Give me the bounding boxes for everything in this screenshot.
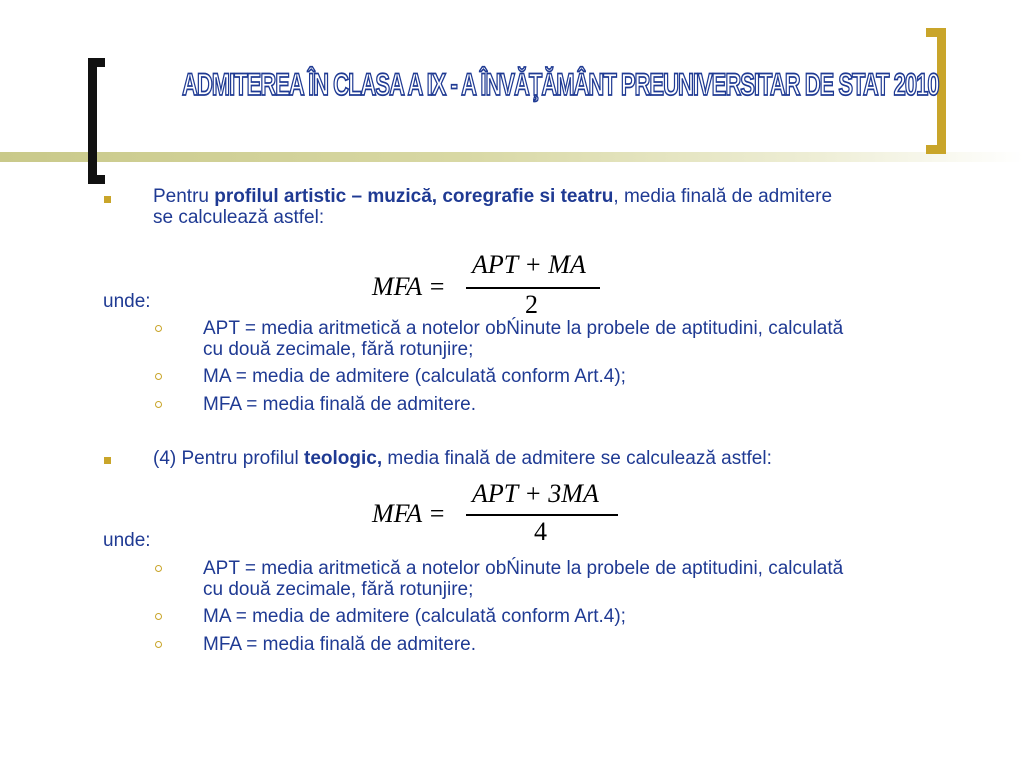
item-line2: cu două zecimale, fără rotunjire; bbox=[203, 339, 474, 360]
header-stripe bbox=[0, 152, 1024, 162]
section1-formula bbox=[370, 248, 610, 318]
section1-intro-pre: Pentru bbox=[153, 186, 215, 207]
section1-intro bbox=[153, 186, 993, 228]
circle-bullet-icon bbox=[155, 641, 162, 648]
square-bullet-icon bbox=[104, 196, 111, 203]
circle-bullet-icon bbox=[155, 613, 162, 620]
section2-formula bbox=[370, 477, 630, 547]
section1-intro-post: , media finală de admitere bbox=[613, 186, 833, 207]
square-bullet-icon bbox=[104, 457, 111, 464]
item-line2: cu două zecimale, fără rotunjire; bbox=[203, 579, 474, 600]
section2-item-2: MA = media de admitere (calculată conform Art.4); bbox=[203, 606, 626, 627]
section2-item-3: MFA = media finală de admitere. bbox=[203, 634, 477, 655]
fraction-bar bbox=[466, 287, 600, 289]
section2-intro-bold: teologic, bbox=[304, 448, 383, 469]
circle-bullet-icon bbox=[155, 373, 162, 380]
section2-where-label: unde: bbox=[103, 530, 151, 551]
section2-intro-pre: (4) Pentru profilul bbox=[153, 448, 305, 469]
item-line1: APT = media aritmetică a notelor obŃinute la probele de aptitudini, calculată bbox=[203, 318, 844, 339]
circle-bullet-icon bbox=[155, 565, 162, 572]
slide-title: ADMITEREA ÎN CLASA A IX - A ÎNVĂŢĂMÂNT PREUNIVERSITAR DE STAT 2010 bbox=[182, 66, 939, 103]
section1-where-label: unde: bbox=[103, 291, 151, 312]
section2-intro-post: media finală de admitere se calculează astfel: bbox=[382, 448, 772, 469]
formula-denominator: 4 bbox=[534, 517, 547, 546]
fraction-bar bbox=[466, 514, 618, 516]
formula-lhs: MFA = bbox=[372, 272, 446, 301]
formula-numerator: APT + MA bbox=[472, 250, 586, 279]
item-line1: APT = media aritmetică a notelor obŃinute la probele de aptitudini, calculată bbox=[203, 558, 844, 579]
section1-intro-line2: se calculează astfel: bbox=[153, 207, 325, 228]
section2-intro bbox=[153, 448, 993, 469]
formula-denominator: 2 bbox=[525, 290, 538, 319]
circle-bullet-icon bbox=[155, 325, 162, 332]
formula-lhs: MFA = bbox=[372, 499, 446, 528]
section1-item-1 bbox=[203, 318, 993, 360]
section1-intro-bold: profilul artistic – muzică, coregrafie si teatru bbox=[214, 186, 614, 207]
section1-item-3: MFA = media finală de admitere. bbox=[203, 394, 477, 415]
section1-item-2: MA = media de admitere (calculată conform Art.4); bbox=[203, 366, 626, 387]
circle-bullet-icon bbox=[155, 401, 162, 408]
section2-item-1 bbox=[203, 558, 993, 600]
left-bracket-decoration bbox=[88, 58, 105, 184]
formula-numerator: APT + 3MA bbox=[472, 479, 599, 508]
